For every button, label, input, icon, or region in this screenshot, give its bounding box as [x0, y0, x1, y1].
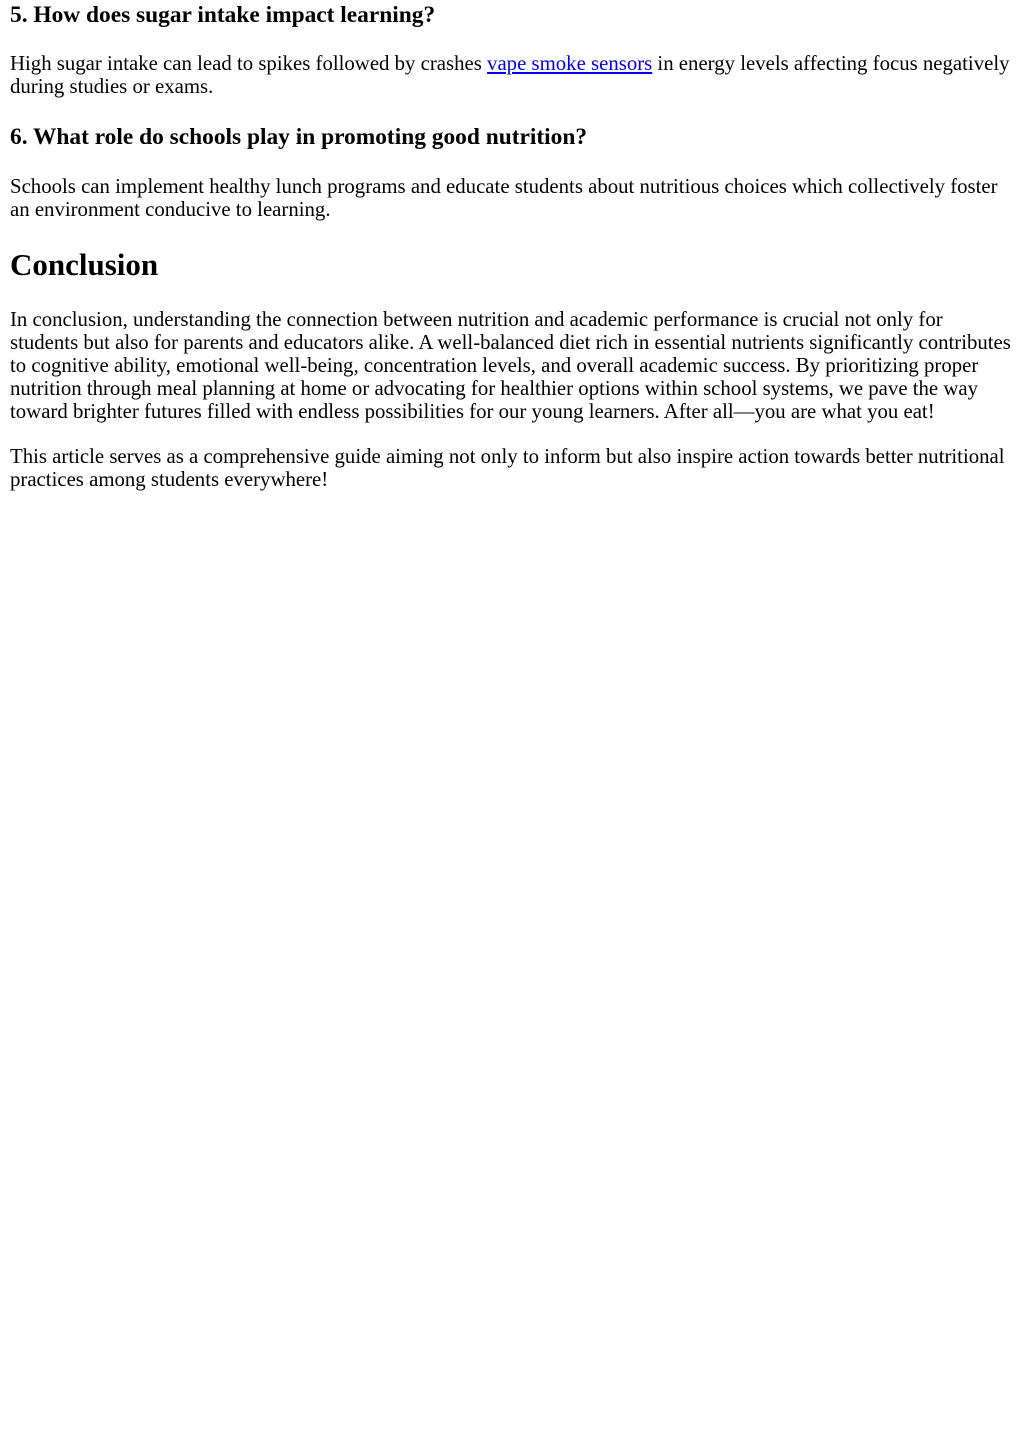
- faq-answer-paragraph: Schools can implement healthy lunch programs and educate students about nutritious choices which collectively foster an environment conducive to learning.: [10, 175, 998, 221]
- faq-answer-paragraph: [10, 52, 1014, 98]
- answer-text-before-link: High sugar intake can lead to spikes followed by crashes: [10, 52, 488, 75]
- answer-text-after-link: in energy levels affecting focus negatively during studies or exams.: [10, 52, 1010, 98]
- faq-question-heading: 5. How does sugar intake impact learning?: [10, 2, 436, 28]
- conclusion-heading: Conclusion: [10, 247, 159, 282]
- faq-question-heading: 6. What role do schools play in promoting good nutrition?: [10, 124, 588, 150]
- closing-paragraph: This article serves as a comprehensive guide aiming not only to inform but also inspire action towards better nutritional practices among students everywhere!: [10, 445, 1005, 491]
- vape-smoke-sensors-link[interactable]: vape smoke sensors: [487, 52, 653, 75]
- conclusion-paragraph: In conclusion, understanding the connection between nutrition and academic performance is crucial not only for students but also for parents and educators alike. A well-balanced diet rich in essential nutrients significantly contributes to cognitive ability, emotional well-being, concentration levels, and overall academic success. By prioritizing proper nutrition through meal planning at home or advocating for healthier options within school systems, we pave the way toward brighter futures filled with endless possibilities for our young learners. After all—you are what you eat!: [10, 308, 1011, 423]
